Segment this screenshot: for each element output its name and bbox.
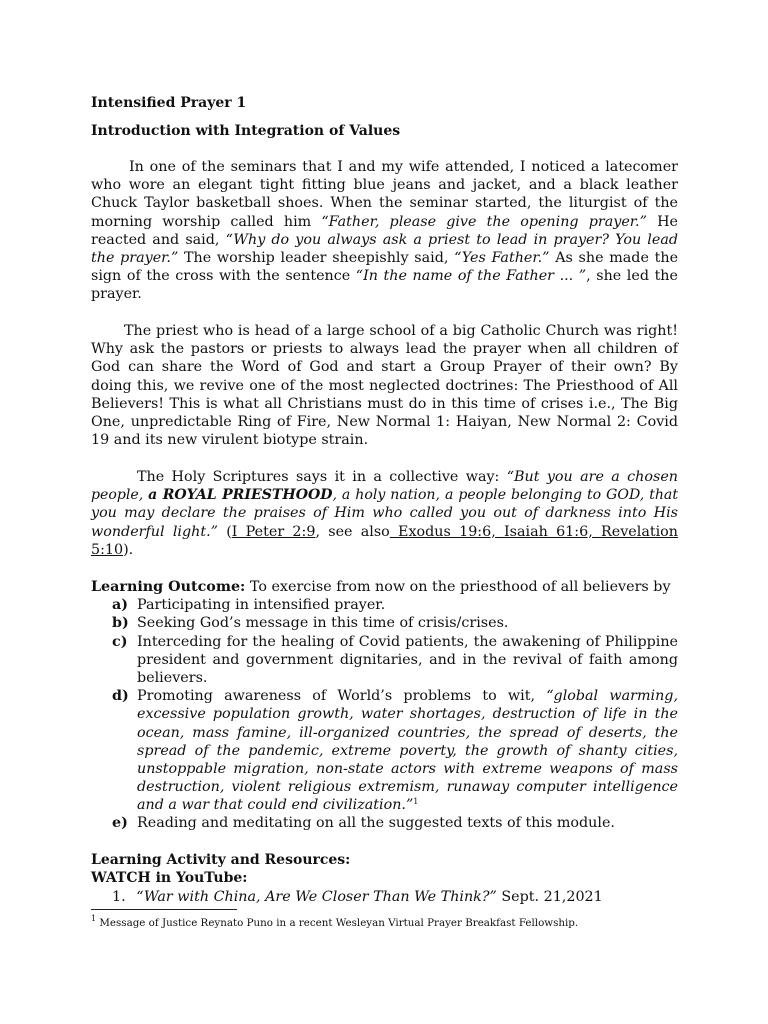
quote-text: “In the name of the Father ... ” — [355, 268, 587, 285]
intro-paragraph-2 — [91, 322, 678, 449]
scripture-reference: 5:10 — [91, 541, 124, 558]
text-line: In one of the seminars that I and my wife attended, I noticed a latecomer — [129, 159, 678, 175]
text-line: people, a ROYAL PRIESTHOOD, a holy nation, a people belonging to GOD, that — [91, 487, 678, 504]
scripture-reference: Exodus 19:6, Isaiah 61:6, Revelation — [389, 523, 678, 540]
text-line: morning worship called him “Father, please give the opening prayer.” He — [91, 213, 678, 230]
learning-outcome-section — [91, 578, 678, 833]
list-number: 1. — [112, 889, 126, 905]
quote-text: “Father, please give the opening prayer.” — [321, 213, 647, 230]
video-list-item — [112, 888, 603, 906]
list-marker: c) — [112, 633, 128, 650]
text-line: doing this, we revive one of the most neglected doctrines: The Priesthood of All — [91, 377, 678, 394]
video-title: “War with China, Are We Closer Than We Think?” — [136, 889, 497, 905]
text-line: sign of the cross with the sentence “In the name of the Father ... ”, she led the — [91, 268, 678, 285]
text-line: reacted and said, “Why do you always ask a priest to lead in prayer? You lead — [91, 231, 678, 248]
learning-outcome-intro: Learning Outcome: To exercise from now on the priesthood of all believers by — [91, 579, 671, 595]
text-line: The priest who is head of a large school of a big Catholic Church was right! — [124, 323, 678, 339]
text-line: you may declare the praises of Him who called you out of darkness into His — [91, 505, 678, 522]
list-item: d) Promoting awareness of World’s problems to wit, “global warming, excessive population growth, water shortages, destruction of life in the ocean, mass famine, ill-organized countries, the spread of deserts, the spread of the pandemic, extreme poverty, the growth of shanty cities, unstoppable migration, non-state actors with extreme weapons of mass destruction, violent religious extremism, runaway computer intelligence and a war that could end civilization.”$^1$ — [112, 688, 678, 814]
text-line: God can share the Word of God and start a Group Prayer of their own? By — [91, 359, 678, 376]
video-date: Sept. 21,2021 — [496, 889, 603, 905]
text-line: the prayer.” The worship leader sheepishly said, “Yes Father.” As she made the — [91, 249, 679, 266]
list-marker: b) — [112, 615, 129, 632]
text-line: prayer. — [91, 286, 142, 303]
section-heading-introduction: Introduction with Integration of Values — [91, 123, 401, 139]
list-item: c) Interceding for the healing of Covid patients, the awakening of Philippine president and government dignitaries, and in the revival of faith among believers. — [112, 633, 678, 686]
text-line: 19 and its new virulent biotype strain. — [91, 432, 369, 449]
learning-outcome-label: Learning Outcome: — [91, 579, 246, 595]
scripture-paragraph — [91, 468, 678, 559]
quote-text: “Yes Father.” — [454, 249, 550, 266]
module-title: Intensified Prayer 1 — [91, 95, 247, 111]
footnote — [91, 914, 578, 932]
quote-text: the prayer.” — [91, 249, 179, 266]
text-line: wonderful light.” (I Peter 2:9, see also Exodus 19:6, Isaiah 61:6, Revelation — [91, 523, 678, 540]
list-item: a) Participating in intensified prayer. — [112, 597, 386, 614]
text-line: Chuck Taylor basketball shoes. When the seminar started, the liturgist of the — [91, 195, 678, 212]
text-line: Why ask the pastors or priests to always lead the prayer when all children of — [91, 341, 678, 358]
quote-text: “But you are a chosen — [506, 469, 678, 485]
list-item: e) Reading and meditating on all the suggested texts of this module. — [112, 815, 615, 832]
list-marker: a) — [112, 597, 129, 614]
royal-priesthood-emphasis: a ROYAL PRIESTHOOD — [148, 487, 333, 504]
footnote-divider — [91, 909, 237, 910]
footnote-reference[interactable]: 1 — [413, 797, 419, 807]
list-item: b) Seeking God’s message in this time of crisis/crises. — [112, 615, 509, 632]
footnote-text: Message of Justice Reynato Puno in a recent Wesleyan Virtual Prayer Breakfast Fellowship. — [96, 917, 579, 929]
quote-text: “Why do you always ask a priest to lead in prayer? You lead — [225, 231, 678, 248]
watch-youtube-heading: WATCH in YouTube: — [91, 870, 248, 886]
list-marker: d) — [112, 688, 129, 705]
text-line: Believers! This is what all Christians must do in this time of crises i.e., The Big — [91, 395, 678, 412]
scripture-reference: I Peter 2:9 — [231, 523, 316, 540]
text-line: The Holy Scriptures says it in a collective way: “But you are a chosen — [137, 469, 678, 485]
list-marker: e) — [112, 815, 128, 832]
text-line: 5:10). — [91, 541, 134, 558]
footnote-marker: 1 — [91, 914, 97, 923]
text-line: who wore an elegant tight fitting blue jeans and jacket, and a black leather — [91, 177, 678, 194]
intro-paragraph-1 — [91, 158, 678, 304]
text-line: One, unpredictable Ring of Fire, New Normal 1: Haiyan, New Normal 2: Covid — [91, 413, 678, 430]
learning-activity-heading: Learning Activity and Resources: — [91, 852, 351, 868]
quote-text: “global warming, — [546, 688, 678, 705]
